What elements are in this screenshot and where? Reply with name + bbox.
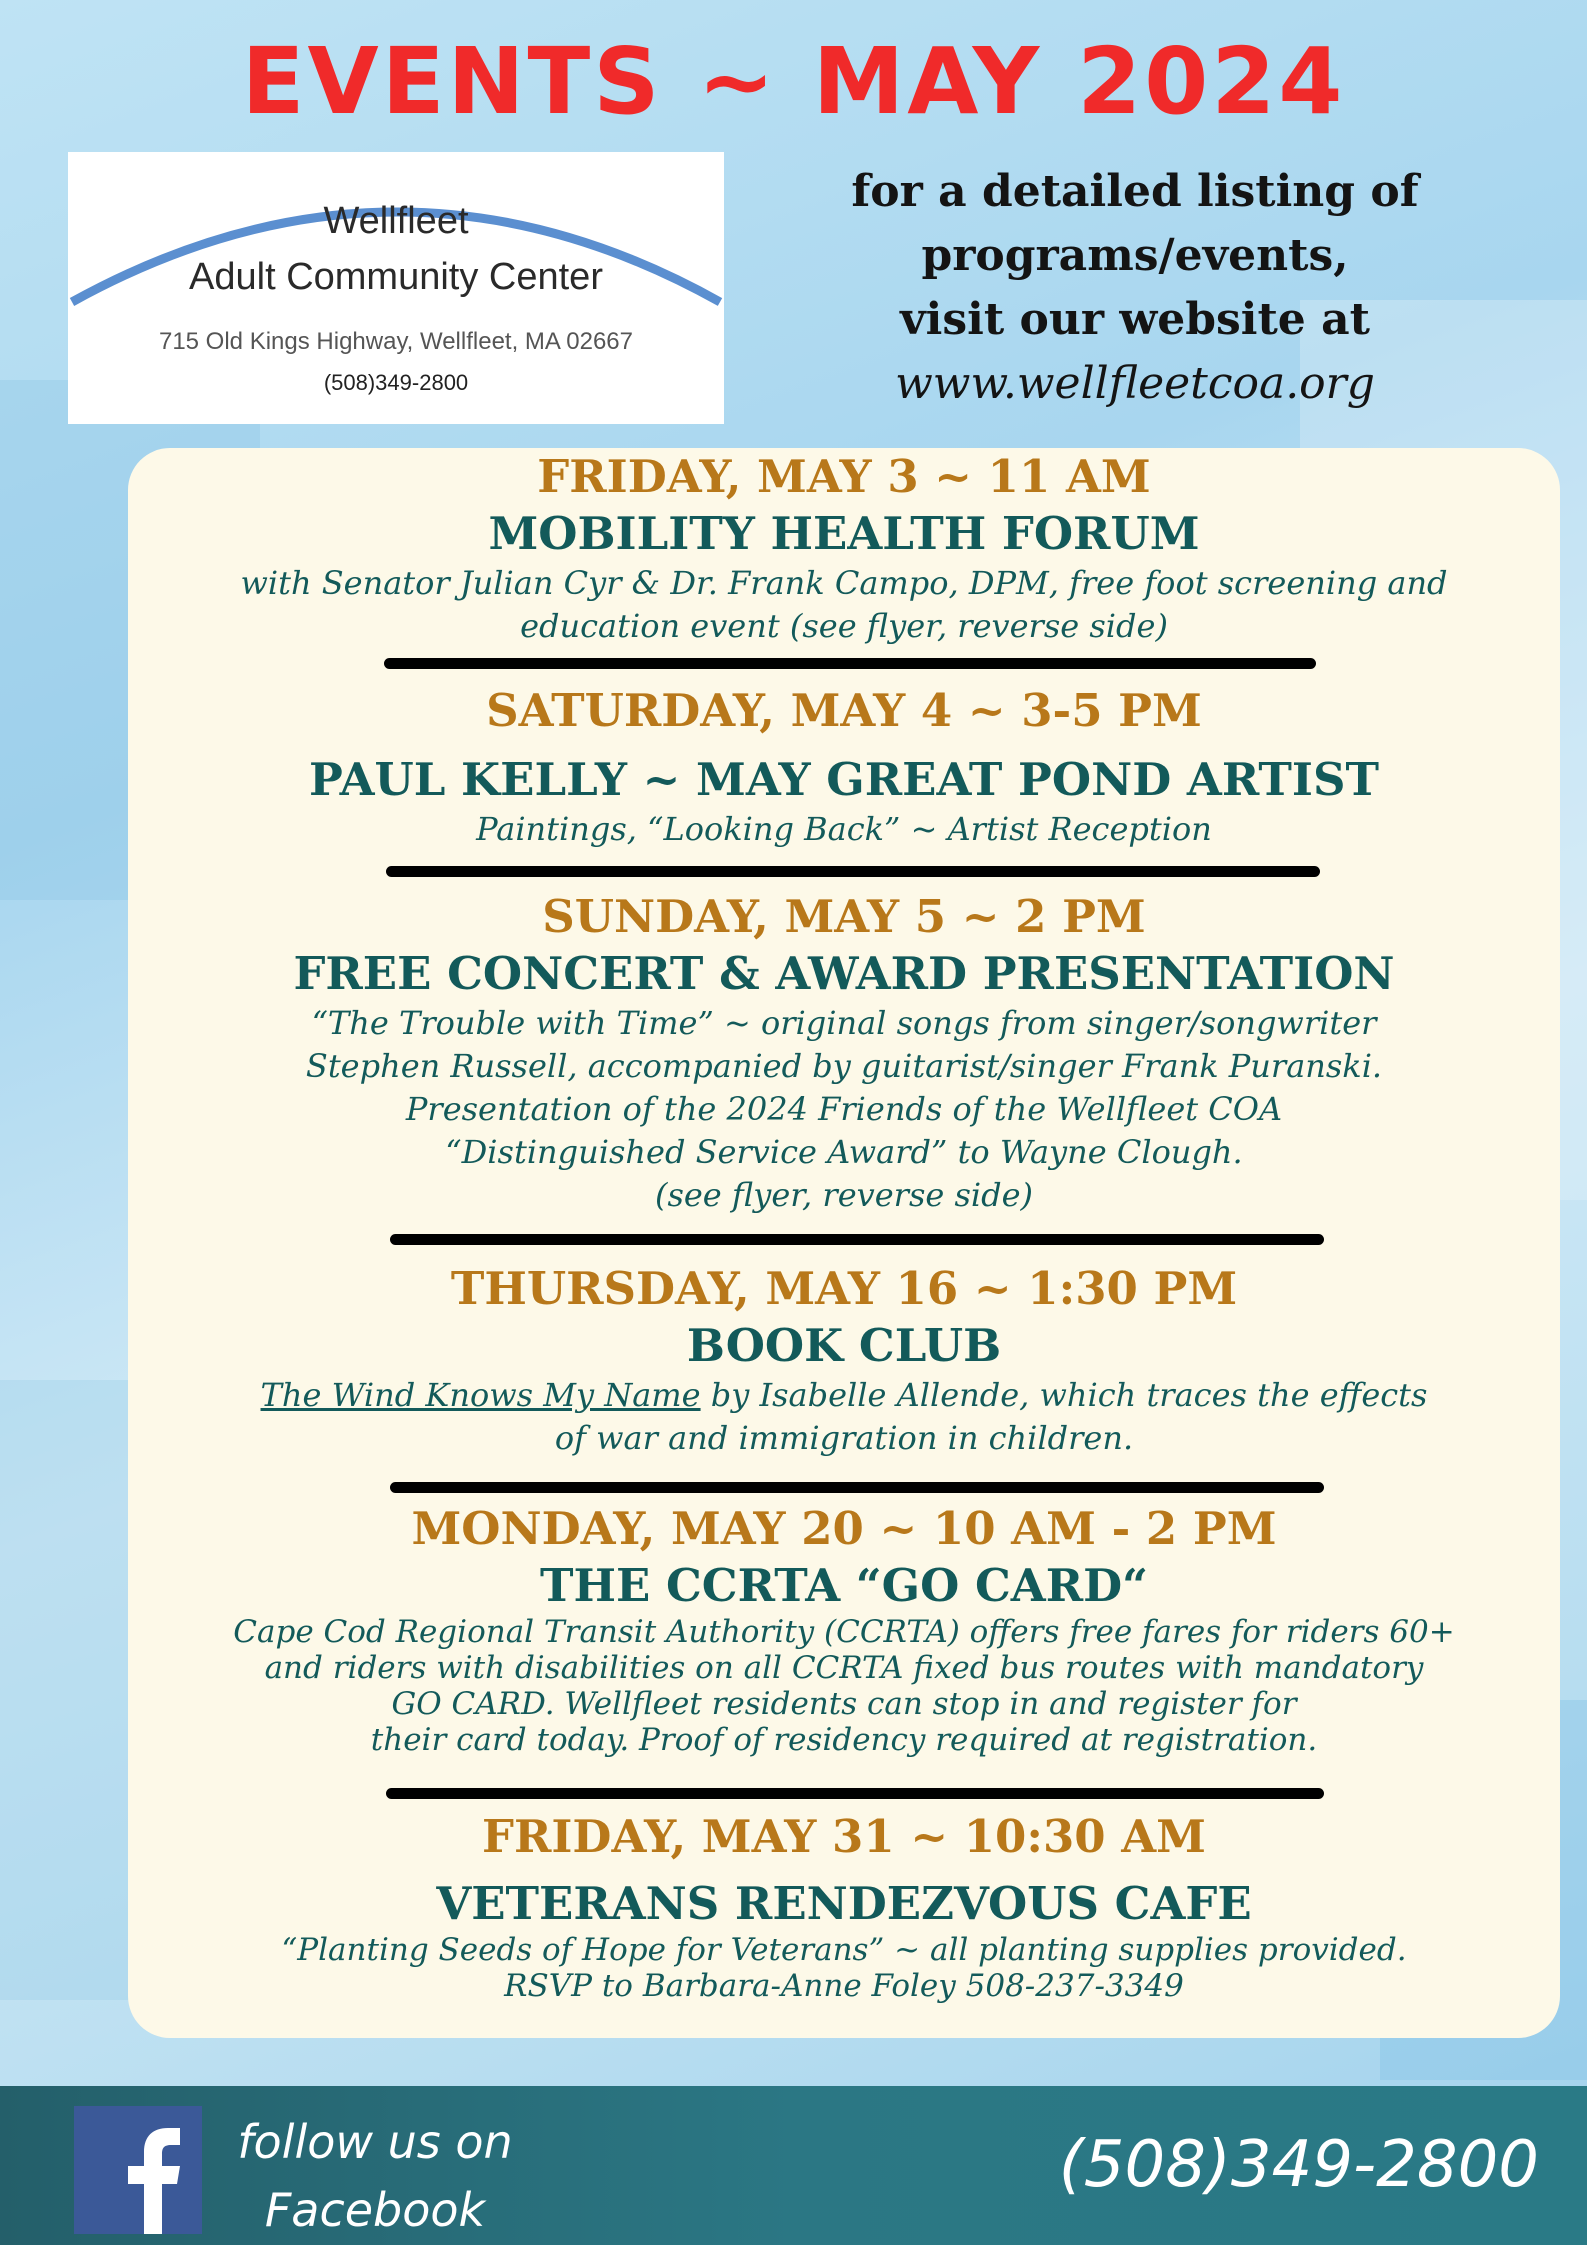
logo-address: 715 Old Kings Highway, Wellfleet, MA 02667 <box>158 328 634 355</box>
event-description-text: by Isabelle Allende, which traces the effects <box>700 1376 1428 1414</box>
divider <box>386 866 1320 877</box>
event-description-line: “Distinguished Service Award” to Wayne Clough. <box>445 1133 1243 1171</box>
event-description-line: and riders with disabilities on all CCRTA fixed bus routes with mandatory <box>264 1650 1424 1686</box>
logo-phone: (508)349-2800 <box>323 370 469 395</box>
page-title: EVENTS ~ MAY 2024 <box>241 28 1346 135</box>
event-description-line: with Senator Julian Cyr & Dr. Frank Campo, DPM, free foot screening and <box>240 564 1448 602</box>
event-description-line: Presentation of the 2024 Friends of the Wellfleet COA <box>405 1090 1283 1128</box>
event-title: VETERANS RENDEZVOUS CAFE <box>436 1877 1252 1930</box>
events-card <box>128 448 1560 2038</box>
event-description-line: Paintings, “Looking Back” ~ Artist Reception <box>476 810 1212 848</box>
intro-line: programs/events, <box>921 230 1349 281</box>
follow-line: Facebook <box>264 2183 486 2237</box>
facebook-follow-text[interactable] <box>220 2108 530 2244</box>
event-item <box>128 1260 1560 1460</box>
event-title: PAUL KELLY ~ MAY GREAT POND ARTIST <box>309 753 1379 806</box>
divider <box>386 1788 1324 1799</box>
event-item <box>128 1500 1560 1758</box>
event-date: FRIDAY, MAY 3 ~ 11 AM <box>537 450 1151 503</box>
event-title: BOOK CLUB <box>686 1319 1002 1372</box>
event-description-line: Cape Cod Regional Transit Authority (CCRTA) offers free fares for riders 60+ <box>233 1614 1455 1650</box>
event-item <box>128 682 1560 851</box>
footer <box>0 2086 1587 2245</box>
website-link[interactable]: www.wellfleetcoa.org <box>895 358 1375 409</box>
event-date: SATURDAY, MAY 4 ~ 3-5 PM <box>486 684 1202 737</box>
event-date: THURSDAY, MAY 16 ~ 1:30 PM <box>450 1262 1238 1315</box>
event-item <box>128 448 1560 648</box>
event-description-line: (see flyer, reverse side) <box>654 1176 1034 1214</box>
follow-line: follow us on <box>237 2115 513 2169</box>
event-title: FREE CONCERT & AWARD PRESENTATION <box>293 947 1395 1000</box>
logo-name-line2: Adult Community Center <box>189 256 603 298</box>
intro-line: visit our website at <box>900 294 1370 345</box>
event-date: MONDAY, MAY 20 ~ 10 AM - 2 PM <box>411 1502 1277 1555</box>
event-description-line <box>128 1374 1560 1417</box>
event-description-line: education event (see flyer, reverse side) <box>520 607 1168 645</box>
event-description-line: GO CARD. Wellfleet residents can stop in and register for <box>391 1686 1297 1722</box>
event-item <box>128 888 1560 1217</box>
divider <box>384 658 1316 669</box>
intro-line: for a detailed listing of <box>851 166 1419 217</box>
event-description-line: Stephen Russell, accompanied by guitarist/singer Frank Puranski. <box>305 1047 1383 1085</box>
event-date: FRIDAY, MAY 31 ~ 10:30 AM <box>482 1810 1206 1863</box>
facebook-icon[interactable] <box>74 2106 202 2234</box>
event-date: SUNDAY, MAY 5 ~ 2 PM <box>542 890 1146 943</box>
book-title-link[interactable]: The Wind Knows My Name <box>260 1376 701 1414</box>
divider <box>390 1482 1324 1493</box>
event-description-line: RSVP to Barbara-Anne Foley 508-237-3349 <box>504 1968 1184 2004</box>
event-description-line: “Planting Seeds of Hope for Veterans” ~ all planting supplies provided. <box>281 1932 1407 1968</box>
event-description-line: of war and immigration in children. <box>554 1419 1134 1457</box>
logo <box>68 152 724 424</box>
event-title: THE CCRTA “GO CARD“ <box>539 1559 1149 1612</box>
event-description-line: their card today. Proof of residency required at registration. <box>370 1722 1318 1758</box>
event-item <box>128 1808 1560 2004</box>
divider <box>390 1234 1324 1245</box>
logo-name-line1: Wellfleet <box>323 200 469 242</box>
website-intro <box>790 160 1480 416</box>
footer-phone: (508)349-2800 <box>1058 2128 1539 2202</box>
event-title: MOBILITY HEALTH FORUM <box>488 507 1200 560</box>
event-description-line: “The Trouble with Time” ~ original songs from singer/songwriter <box>311 1004 1377 1042</box>
